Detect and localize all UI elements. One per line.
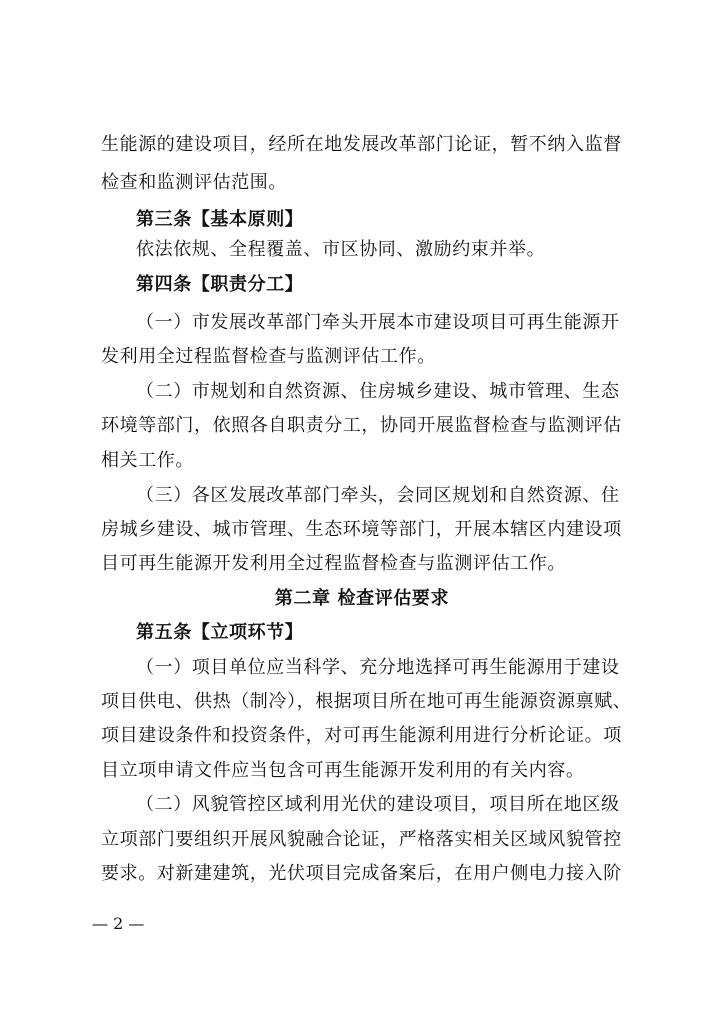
- article-heading: 第三条【基本原则】: [136, 209, 304, 230]
- body-text-line: 生能源的建设项目，经所在地发展改革部门论证，暂不纳入监督: [101, 134, 622, 155]
- body-text-line: 项目建设条件和投资条件，对可再生能源利用进行分析论证。项: [101, 725, 622, 746]
- body-text-line: 依法依规、全程覆盖、市区协同、激励约束并举。: [136, 239, 546, 260]
- body-text-line: （三）各区发展改革部门牵头，会同区规划和自然资源、住: [136, 485, 620, 506]
- body-text-line: 目立项申请文件应当包含可再生能源开发利用的有关内容。: [101, 760, 585, 781]
- body-text-line: 相关工作。: [101, 450, 194, 471]
- body-text-line: 目可再生能源开发利用全过程监督检查与监测评估工作。: [101, 553, 566, 574]
- body-text-line: （一）项目单位应当科学、充分地选择可再生能源用于建设: [136, 657, 620, 678]
- body-text-line: 项目供电、供热（制冷），根据项目所在地可再生能源资源禀赋、: [101, 691, 632, 712]
- body-text-line: （一）市发展改革部门牵头开展本市建设项目可再生能源开: [136, 312, 620, 333]
- body-text-line: 发利用全过程监督检查与监测评估工作。: [101, 346, 436, 367]
- body-text-line: 房城乡建设、城市管理、生态环境等部门，开展本辖区内建设项: [101, 519, 622, 540]
- body-text-line: （二）风貌管控区域利用光伏的建设项目，项目所在地区级: [136, 794, 620, 815]
- article-heading: 第五条【立项环节】: [136, 622, 304, 643]
- body-text-line: 检查和监测评估范围。: [101, 172, 287, 193]
- chapter-heading: 第二章 检查评估要求: [274, 588, 450, 609]
- body-text-line: 立项部门要组织开展风貌融合论证，严格落实相关区域风貌管控: [101, 829, 622, 850]
- body-text-line: 要求。对新建建筑，光伏项目完成备案后，在用户侧电力接入阶: [101, 863, 622, 884]
- article-heading: 第四条【职责分工】: [136, 274, 304, 295]
- page-number: — 2 —: [92, 914, 145, 933]
- body-text-line: （二）市规划和自然资源、住房城乡建设、城市管理、生态: [136, 381, 620, 402]
- body-text-line: 环境等部门，依照各自职责分工，协同开展监督检查与监测评估: [101, 415, 622, 436]
